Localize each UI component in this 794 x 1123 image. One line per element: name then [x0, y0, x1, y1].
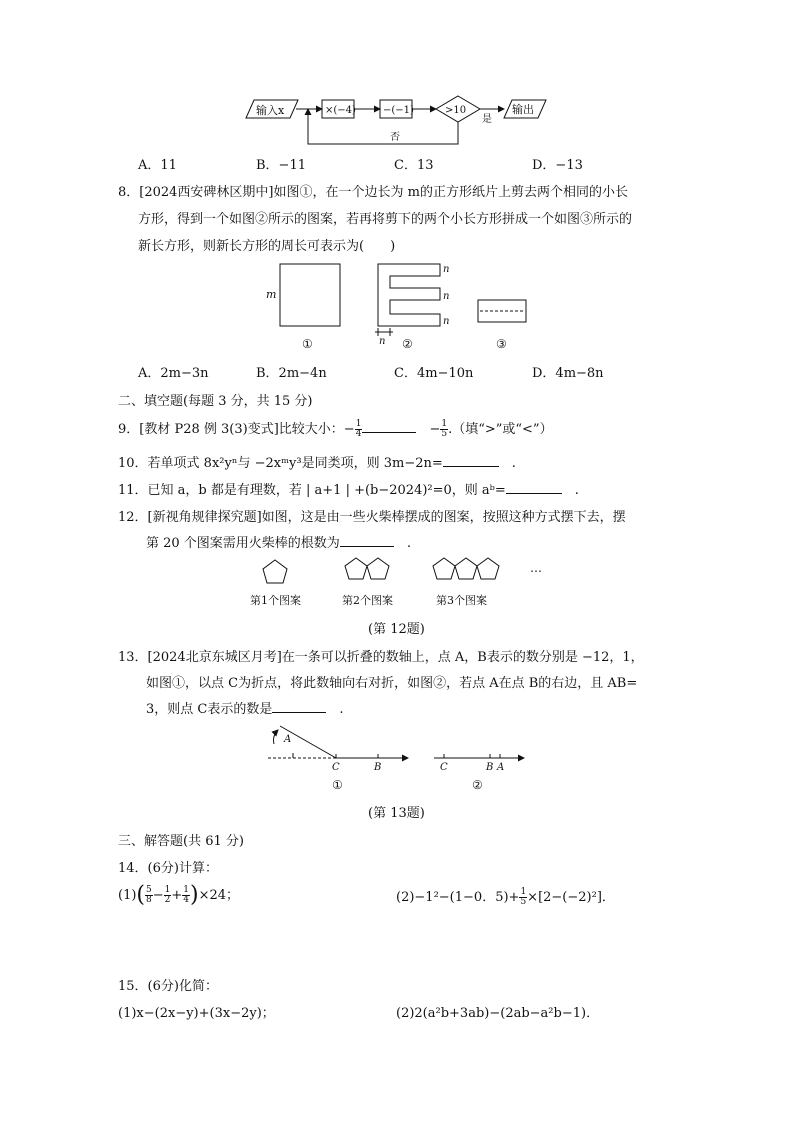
flow-op2-text: −(−1)	[383, 105, 414, 116]
q13-fig2-label-b: B	[486, 762, 494, 773]
q13-cap1: ①	[332, 778, 343, 792]
q13-figure	[262, 720, 532, 794]
flow-op1-text: ×(−4)	[325, 105, 356, 116]
q12-answer-blank[interactable]	[340, 534, 394, 547]
q12-caption: (第 12题)	[368, 622, 425, 637]
q12-label1: 第1个图案	[250, 594, 301, 607]
q7-option-a: A．11	[138, 158, 177, 173]
q8-label-n2: n	[443, 291, 450, 302]
section2-title: 二、填空题(每题 3 分，共 15 分)	[118, 394, 313, 409]
q7-option-d: D．−13	[532, 158, 583, 173]
q15-part2: (2)2(a²b+3ab)−(2ab−a²b−1)．	[396, 1006, 600, 1021]
q7-option-c: C．13	[394, 158, 434, 173]
q13-fig2-label-a: A	[497, 762, 505, 773]
q12-dots: …	[530, 561, 542, 575]
q8-label-n3: n	[443, 316, 450, 327]
q8-label-n1: n	[443, 264, 450, 275]
q12-pattern1	[263, 560, 287, 583]
q10-line: 10．若单项式 8x²yⁿ与 −2xᵐy³是同类项，则 3m−2n= .	[118, 456, 516, 471]
q12-line2: 第 20 个图案需用火柴棒的根数为 .	[146, 536, 411, 551]
q7-option-b: B．−11	[256, 158, 306, 173]
q15-part1: (1)x−(2x−y)+(3x−2y)；	[118, 1006, 275, 1021]
q8-figure	[258, 258, 538, 354]
q8-line1: 8．[2024西安碑林区期中]如图①，在一个边长为 m的正方形纸片上剪去两个相同的小长	[118, 185, 628, 200]
q8-square	[280, 264, 340, 326]
q13-fig2-label-c: C	[440, 762, 448, 773]
q12-pattern2	[345, 558, 389, 579]
q14-part1: (1)( $\frac{5}{8}$ − $\frac{1}{2}$ + $\frac{1}{4}$ )×24；	[118, 882, 240, 908]
q8-cap3: ③	[496, 337, 507, 351]
q13-line3: 3，则点 C表示的数是 .	[146, 702, 344, 717]
q12-pattern3	[433, 558, 499, 579]
q13-fig1-label-a: A	[284, 734, 292, 745]
q14-part2: (2)−1²−(1−0．5)+ $\frac{1}{5}$ ×[2−(−2)²]．	[396, 887, 615, 907]
q13-line1: 13．[2024北京东城区月考]在一条可以折叠的数轴上，点 A，B表示的数分别是 −12，1，	[118, 650, 644, 665]
flow-no-label: 否	[390, 132, 400, 143]
q8-option-d: D．4m−8n	[532, 366, 604, 381]
q15-title: 15．(6分)化简：	[118, 979, 218, 994]
q8-option-b: B．2m−4n	[256, 366, 327, 381]
q8-line2: 方形，得到一个如图②所示的图案，若再将剪下的两个小长方形拼成一个如图③所示的	[138, 212, 633, 227]
q8-cap1: ①	[302, 337, 313, 351]
flow-output-text: 输出	[512, 103, 534, 116]
q9-answer-blank[interactable]	[362, 420, 416, 433]
flow-input-text: 输入x	[256, 104, 285, 117]
q13-answer-blank[interactable]	[272, 700, 326, 713]
q12-line1: 12．[新视角规律探究题]如图，这是由一些火柴棒摆成的图案，按照这种方式摆下去，摆	[118, 510, 626, 525]
flow-yes-label: 是	[482, 114, 492, 125]
q13-cap2: ②	[472, 778, 483, 792]
q12-label3: 第3个图案	[436, 594, 487, 607]
q8-option-c: C．4m−10n	[394, 366, 474, 381]
section3-title: 三、解答题(共 61 分)	[118, 834, 244, 849]
q13-fig1-label-b: B	[374, 762, 382, 773]
q11-answer-blank[interactable]	[506, 481, 562, 494]
q8-label-n4: n	[379, 336, 386, 347]
q8-cap2: ②	[402, 337, 413, 351]
flow-condition-text: >10	[445, 105, 467, 116]
flowchart-figure	[240, 92, 560, 150]
q8-option-a: A．2m−3n	[138, 366, 209, 381]
q8-line3: 新长方形，则新长方形的周长可表示为( )	[138, 239, 396, 254]
q12-label2: 第2个图案	[342, 594, 393, 607]
q13-fig1-label-c: C	[332, 762, 340, 773]
q14-title: 14．(6分)计算：	[118, 861, 218, 876]
q13-caption: (第 13题)	[368, 806, 425, 821]
q10-answer-blank[interactable]	[443, 454, 499, 467]
q9-line: 9．[教材 P28 例 3(3)变式]比较大小：− $\frac{1}{4}$ − $\frac{1}{5}$ .（填“>”或“<”）	[118, 419, 553, 439]
q11-line: 11．已知 a，b 都是有理数，若 | a+1 | +(b−2024)²=0，则 aᵇ= .	[118, 483, 579, 498]
q13-line2: 如图①，以点 C为折点，将此数轴向右对折，如图②，若点 A在点 B的右边，且 AB=	[146, 676, 638, 691]
q8-e-shape	[378, 264, 440, 326]
q8-label-m: m	[266, 288, 277, 301]
q12-figure	[240, 554, 560, 610]
